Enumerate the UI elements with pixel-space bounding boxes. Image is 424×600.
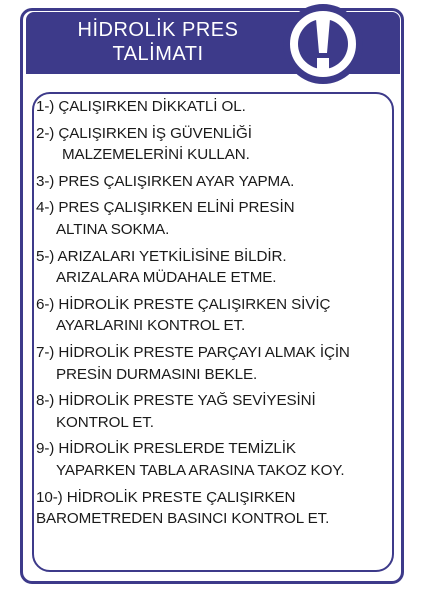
page-title [40, 18, 276, 66]
instruction-text: 4-) PRES ÇALIŞIRKEN ELİNİ PRESİN [36, 199, 295, 217]
instruction-item [36, 390, 396, 433]
instruction-text: 5-) ARIZALARI YETKİLİSİNE BİLDİR. [36, 247, 287, 265]
instruction-text: 1-) ÇALIŞIRKEN DİKKATLİ OL. [36, 98, 246, 115]
title-line-1: HİDROLİK PRES [77, 19, 239, 41]
title-line-2: TALİMATI [112, 43, 204, 65]
instruction-text-continued: ALTINA SOKMA. [56, 220, 170, 238]
instruction-item [36, 123, 396, 166]
warning-badge [283, 4, 363, 84]
instruction-item [36, 246, 396, 289]
instruction-text: 7-) HİDROLİK PRESTE PARÇAYI ALMAK İÇİN [36, 343, 350, 361]
instruction-text-continued: BAROMETREDEN BASINCI KONTROL ET. [36, 510, 330, 528]
instruction-item [36, 342, 396, 385]
instruction-item [36, 197, 396, 240]
instruction-text-continued: PRESİN DURMASINI BEKLE. [56, 365, 258, 383]
exclamation-icon [290, 11, 356, 77]
instruction-list [36, 96, 396, 535]
instruction-item [36, 171, 396, 193]
instruction-text: 10-) HİDROLİK PRESTE ÇALIŞIRKEN [36, 488, 296, 506]
instruction-text-continued: KONTROL ET. [56, 413, 154, 431]
instruction-item [36, 438, 396, 481]
instruction-text-continued: ARIZALARA MÜDAHALE ETME. [56, 269, 277, 287]
instruction-text: 8-) HİDROLİK PRESTE YAĞ SEVİYESİNİ [36, 392, 316, 410]
instruction-text-continued: AYARLARINI KONTROL ET. [56, 317, 246, 335]
instruction-item [36, 487, 396, 530]
instruction-text: 6-) HİDROLİK PRESTE ÇALIŞIRKEN SİVİÇ [36, 295, 331, 313]
instruction-text-continued: YAPARKEN TABLA ARASINA TAKOZ KOY. [56, 461, 345, 479]
instruction-text: 9-) HİDROLİK PRESLERDE TEMİZLİK [36, 440, 296, 458]
instruction-item [36, 294, 396, 337]
instruction-text: 3-) PRES ÇALIŞIRKEN AYAR YAPMA. [36, 172, 295, 190]
instruction-text-continued: MALZEMELERİNİ KULLAN. [62, 146, 250, 164]
instruction-text: 2-) ÇALIŞIRKEN İŞ GÜVENLİĞİ [36, 124, 252, 142]
instruction-item [36, 96, 396, 118]
